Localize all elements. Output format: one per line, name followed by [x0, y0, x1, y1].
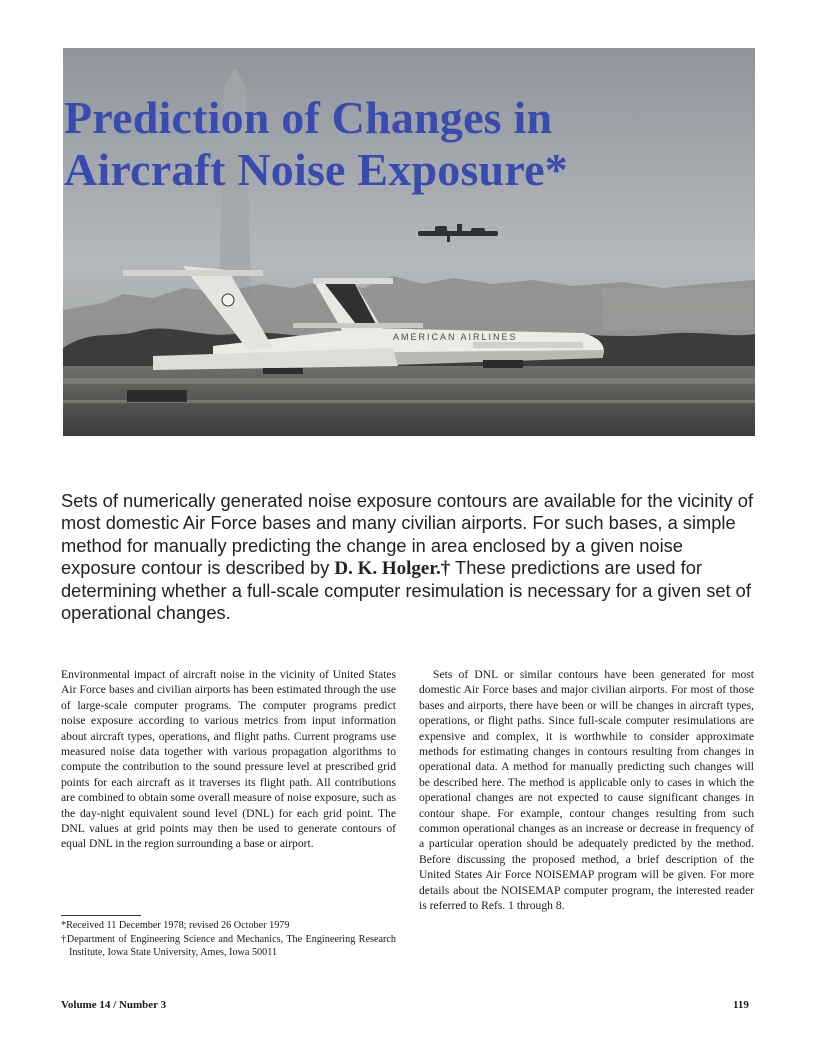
footnotes: [61, 919, 396, 960]
page-number: 119: [733, 999, 749, 1011]
author-name: D. K. Holger.†: [334, 557, 451, 579]
title-line-2: Aircraft Noise Exposure*: [64, 144, 568, 195]
abstract: [61, 490, 761, 625]
article-title: [64, 92, 568, 196]
title-line-1: Prediction of Changes in: [64, 92, 553, 143]
body-column-left: [61, 667, 396, 852]
abstract-text-2: These predictions are used for determining whether a full-scale computer resimulation is necessary for a given set of operational changes.: [61, 556, 751, 624]
svg-text:AMERICAN AIRLINES: AMERICAN AIRLINES: [393, 332, 518, 342]
left-paragraph: Environmental impact of aircraft noise in the vicinity of United States Air Force bases and civilian airports has been estimated through the use of large-scale computer programs. The computer programs predict noise exposure according to various metrics from input information about aircraft types, operations, and flight paths. Current programs use measured noise data together with various propagation algorithms to compute the contribution to the sound pressure level at prescribed grid points for each aircraft as it traverses its flight path. All contributions are combined to obtain some overall measure of noise exposure, such as the day-night equivalent sound level (DNL) for each grid point. The DNL values at grid points may then be used to generate contours of equal DNL in the region surrounding a base or airport.: [61, 668, 396, 851]
body-column-right: [419, 667, 754, 914]
footnote-divider: [61, 915, 141, 916]
right-paragraph: Sets of DNL or similar contours have been generated for most domestic Air Force bases and major civilian airports. For most of those bases and airports, there have been or will be changes in aircraft types, operations, or flight paths. Since full-scale computer resimulations are expensive and complex, it is worthwhile to consider approximate methods for estimating changes in contours resulting from changes in operational data. A method for manually predicting such changes will be described here. The method is applicable only to cases in which the operational changes are not expected to cause significant changes in contour shape. For example, contour changes resulting from such common operational changes as an increase or decrease in frequency of a particular operation should be adequately predicted by the method. Before discussing the proposed method, a brief description of the United States Air Force NOISEMAP program will be given. For more details about the NOISEMAP computer program, the interested reader is referred to Refs. 1 through 8.: [419, 668, 754, 913]
footnote-affiliation: †Department of Engineering Science and Mechanics, The Engineering Research Institute, Iowa State University, Ames, Iowa 50011: [61, 933, 396, 959]
abstract-text-1: Sets of numerically generated noise exposure contours are available for the vicinity of most domestic Air Force bases and many civilian airports. For such bases, a simple method for manually predicting the change in area enclosed by a given noise exposure contour is described by: [61, 490, 754, 578]
footnote-received: *Received 11 December 1978; revised 26 October 1979: [61, 920, 290, 931]
journal-volume: Volume 14 / Number 3: [61, 999, 167, 1011]
